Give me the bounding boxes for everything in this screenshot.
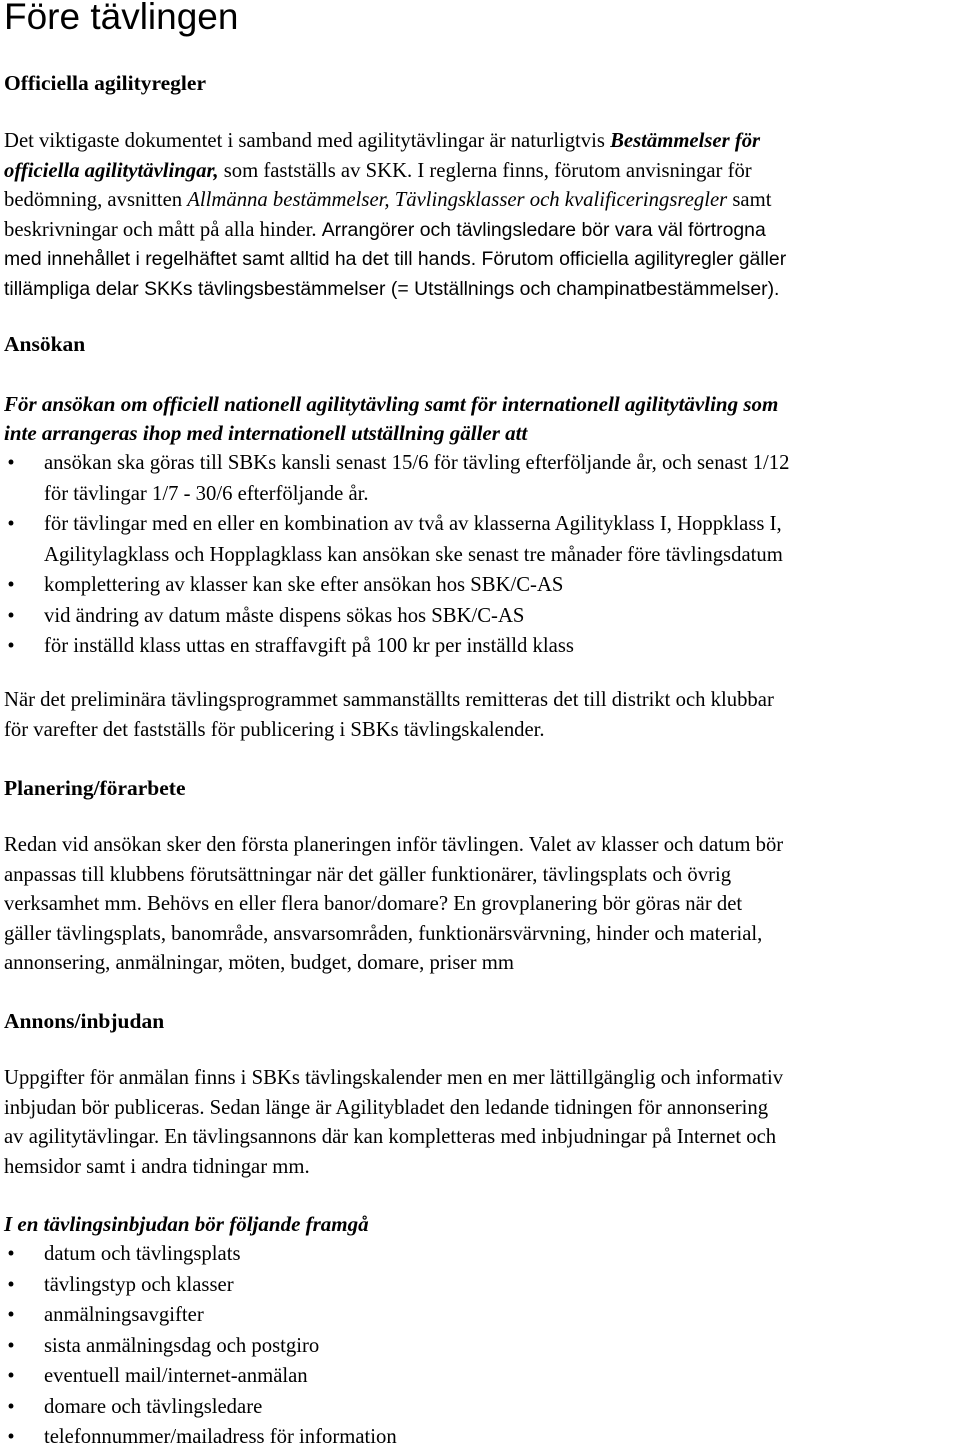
- inbjudan-bullet-list: [0, 1239, 958, 1453]
- paragraph-officiella: [4, 127, 958, 304]
- para-line: [4, 275, 958, 305]
- para-line: Redan vid ansökan sker den första planeringen inför tävlingen. Valet av klasser och datum bör: [4, 834, 784, 856]
- text-sans: Förutom officiella agilityregler gäller: [476, 248, 787, 270]
- inbjudan-lead: I en tävlingsinbjudan bör följande framgå: [4, 1212, 369, 1236]
- para-line: hemsidor samt i andra tidningar mm.: [4, 1155, 310, 1178]
- list-item-text: vid ändring av datum måste dispens sökas hos SBK/C-AS: [44, 604, 525, 627]
- list-item-text: tävlingstyp och klasser: [44, 1273, 234, 1296]
- list-item-text: komplettering av klasser kan ske efter ansökan hos SBK/C-AS: [44, 574, 564, 596]
- para-line: [4, 127, 958, 157]
- heading-ansokan: Ansökan: [4, 332, 86, 356]
- para-line: verksamhet mm. Behövs en eller flera banor/domare? En grovplanering bör göras när det: [4, 893, 743, 915]
- para-line: annonsering, anmälningar, möten, budget, domare, priser mm: [4, 952, 514, 974]
- heading-officiella: Officiella agilityregler: [4, 71, 206, 95]
- text: bedömning, avsnitten: [4, 189, 188, 211]
- paragraph-ansokan-after: [4, 686, 958, 745]
- bullet-icon: •: [7, 1395, 15, 1418]
- list-item-text: för tävlingar med en eller en kombination av två av klasserna Agilityklass I, Hoppklass I,: [44, 513, 782, 535]
- para-line: När det preliminära tävlingsprogrammet sammanställts remitteras det till distrikt och klubbar: [4, 689, 774, 711]
- bullet-icon: •: [7, 604, 15, 627]
- para-line: [4, 245, 958, 275]
- list-item: [0, 1361, 958, 1392]
- list-item-text: för tävlingar 1/7 - 30/6 efterföljande år.: [44, 482, 369, 505]
- bullet-icon: •: [7, 574, 15, 596]
- para-line: anpassas till klubbens förutsättningar när det gäller funktionärer, tävlingsplats och övrig: [4, 863, 732, 886]
- para-line: Uppgifter för anmälan finns i SBKs tävlingskalender men en mer lättillgänglig och informativ: [4, 1067, 784, 1089]
- ansokan-lead-1: För ansökan om officiell nationell agilitytävling samt för internationell agilitytävling som: [4, 392, 779, 416]
- bullet-icon: •: [7, 1365, 15, 1387]
- heading-annons: Annons/inbjudan: [4, 1009, 165, 1033]
- list-item: [0, 570, 958, 601]
- bullet-icon: •: [7, 1273, 15, 1296]
- para-line: av agilitytävlingar. En tävlingsannons där kan kompletteras med inbjudningar på Internet och: [4, 1126, 777, 1148]
- list-item: [0, 601, 958, 632]
- bullet-icon: •: [7, 1334, 15, 1357]
- para-line: inbjudan bör publiceras. Sedan länge är Agilitybladet den ledande tidningen för annonsering: [4, 1096, 769, 1119]
- text-sans: Arrangörer och tävlingsledare bör vara väl förtrogna: [321, 218, 766, 241]
- emphasis-title: Bestämmelser för: [610, 130, 761, 152]
- para-line: [4, 186, 958, 216]
- list-item-text: eventuell mail/internet-anmälan: [44, 1365, 308, 1387]
- list-item-text: ansökan ska göras till SBKs kansli senast 15/6 för tävling efterföljande år, och senast 1/12: [44, 452, 790, 474]
- text: samt: [727, 189, 772, 211]
- bullet-icon: •: [7, 1243, 15, 1265]
- list-item: [0, 1239, 958, 1270]
- paragraph-planering: [4, 831, 958, 979]
- bullet-icon: •: [7, 513, 15, 535]
- list-item-text: datum och tävlingsplats: [44, 1243, 241, 1265]
- emphasis-title: officiella agilitytävlingar,: [4, 159, 219, 182]
- list-item: [0, 509, 958, 570]
- list-item: [0, 448, 958, 509]
- list-item-text: anmälningsavgifter: [44, 1304, 204, 1326]
- text-sans: tillämpliga delar SKKs tävlingsbestämmelser (= Utställnings och champinatbestämmelser).: [4, 277, 780, 300]
- list-item: [0, 1270, 958, 1301]
- para-line: [4, 216, 958, 246]
- list-item: [0, 1392, 958, 1423]
- list-item-text: Agilitylagklass och Hopplagklass kan ansökan ske senast tre månader före tävlingsdatum: [44, 543, 783, 566]
- text: Det viktigaste dokumentet i samband med agilitytävlingar är naturligtvis: [4, 130, 611, 152]
- para-line: [4, 157, 958, 187]
- bullet-icon: •: [7, 452, 15, 474]
- list-item-text: för inställd klass uttas en straffavgift på 100 kr per inställd klass: [44, 635, 574, 657]
- paragraph-annons: [4, 1064, 958, 1182]
- ansokan-lead-2: inte arrangeras ihop med internationell utställning gäller att: [4, 421, 528, 445]
- page-title: Före tävlingen: [4, 0, 239, 37]
- para-line: gäller tävlingsplats, banområde, ansvarsområden, funktionärsvärvning, hinder och material,: [4, 922, 763, 945]
- list-item: [0, 1300, 958, 1331]
- list-item-text: telefonnummer/mailadress för information: [44, 1426, 397, 1448]
- text: beskrivningar och mått på alla hinder.: [4, 218, 322, 241]
- text-sans: med innehållet i regelhäftet samt alltid ha det till hands.: [4, 248, 477, 270]
- bullet-icon: •: [7, 635, 15, 657]
- bullet-icon: •: [7, 1304, 15, 1326]
- list-item-text: domare och tävlingsledare: [44, 1395, 263, 1418]
- heading-planering: Planering/förarbete: [4, 776, 186, 800]
- ansokan-bullet-list: [0, 448, 958, 662]
- list-item: [0, 1331, 958, 1362]
- list-item-text: sista anmälningsdag och postgiro: [44, 1334, 320, 1357]
- bullet-icon: •: [7, 1426, 15, 1448]
- emphasis-sections: Allmänna bestämmelser, Tävlingsklasser och kvalificeringsregler: [187, 189, 728, 211]
- para-line: för varefter det fastställs för publicering i SBKs tävlingskalender.: [4, 718, 545, 741]
- text: som fastställs av SKK. I reglerna finns, förutom anvisningar för: [218, 159, 752, 182]
- list-item: [0, 631, 958, 662]
